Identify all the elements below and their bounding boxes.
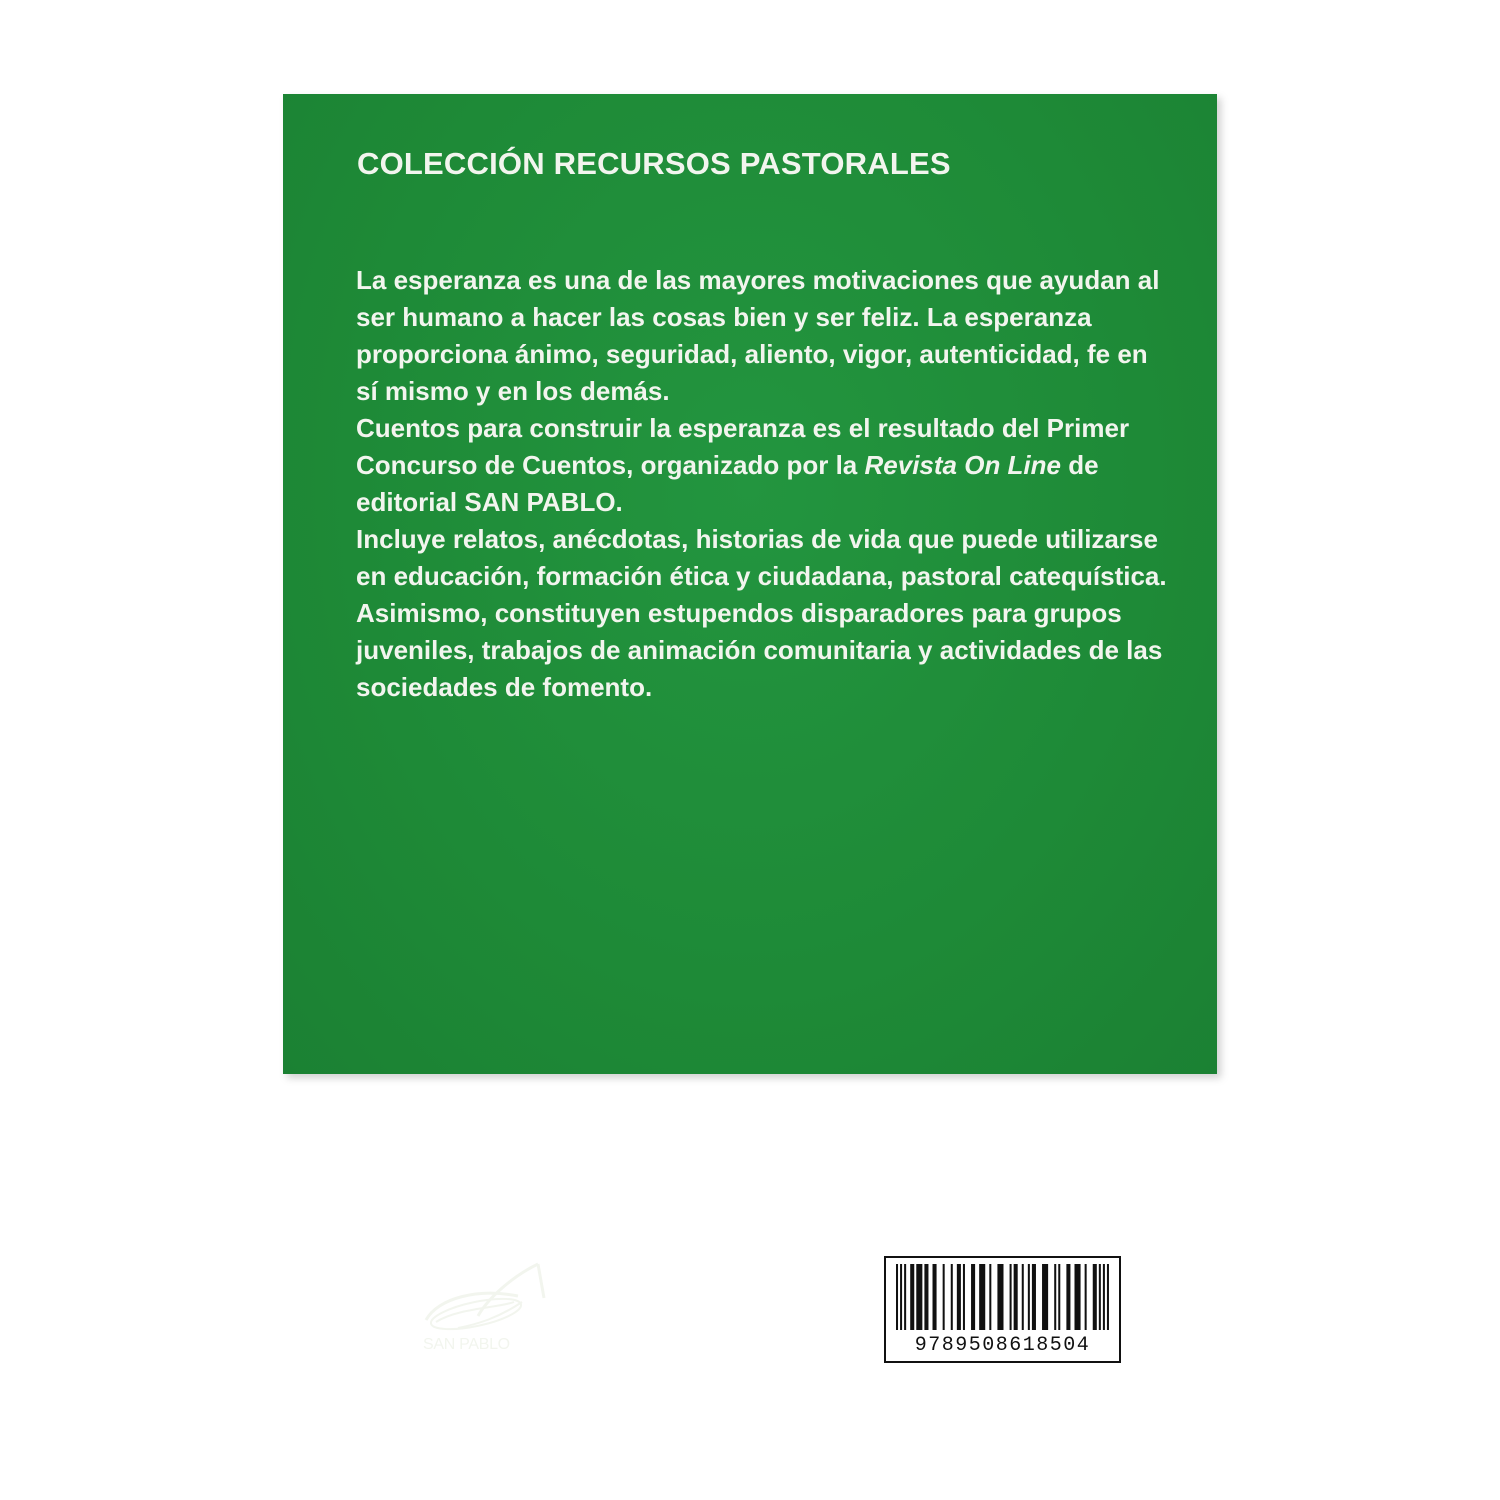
barcode-bar [1093,1264,1097,1330]
barcode-bar [1022,1264,1024,1330]
barcode-bar [1054,1264,1056,1330]
barcode-bar [997,1264,1003,1330]
isbn-number: 9789508618504 [914,1334,1091,1357]
series-title: COLECCIÓN RECURSOS PASTORALES [357,146,951,181]
barcode-bar [979,1264,985,1330]
barcode-bar [1085,1264,1087,1330]
barcode-bar [1014,1264,1018,1330]
barcode-bar [963,1264,965,1330]
back-cover-blurb [356,262,1176,706]
barcode-bar [1010,1264,1012,1330]
blurb-p2-text-start: Cuentos para construir la esperanza es el resultado del Primer Concurso de Cuentos, organizado por la [356,413,1130,480]
barcode-bar [916,1264,922,1330]
isbn-barcode [884,1256,1121,1363]
blurb-p2-text-end: de editorial SAN PABLO. [356,450,1099,517]
barcode-bar [943,1264,945,1330]
barcode-bar [924,1264,928,1330]
barcode-bar [933,1264,937,1330]
publisher-name: SAN PABLO [423,1336,510,1353]
magazine-name: Revista On Line [864,450,1061,480]
blurb-paragraph-3: Incluye relatos, anécdotas, historias de vida que puede utilizarse en educación, formación ética y ciudadana, pastoral catequística. Asimismo, constituyen estupendos disparadores para grupos juveniles, trabajos de animación comunitaria y actividades de las sociedades de fomento. [356,524,1167,702]
barcode-bar [1042,1264,1048,1330]
barcode-bar [971,1264,975,1330]
barcode-bar [1066,1264,1070,1330]
barcode-bar [910,1264,914,1330]
barcode-bar [989,1264,991,1330]
barcode-bar [951,1264,953,1330]
barcode-bar [1028,1264,1030,1330]
barcode-bars-icon [896,1264,1111,1330]
blurb-paragraph-1: La esperanza es una de las mayores motivaciones que ayudan al ser humano a hacer las cosas bien y ser feliz. La esperanza proporciona ánimo, seguridad, aliento, vigor, autenticidad, fe en sí mismo y en los demás. [356,265,1160,406]
barcode-bar [900,1264,902,1330]
barcode-bar [1107,1264,1109,1330]
barcode-bar [1058,1264,1060,1330]
barcode-bar [957,1264,961,1330]
barcode-bar [904,1264,906,1330]
barcode-bar [1074,1264,1080,1330]
barcode-bar [896,1264,898,1330]
blurb-paragraph-2 [356,410,1176,521]
barcode-bar [1099,1264,1101,1330]
barcode-bar [1032,1264,1036,1330]
barcode-bar [1103,1264,1105,1330]
san-pablo-logo-icon [418,1258,548,1338]
